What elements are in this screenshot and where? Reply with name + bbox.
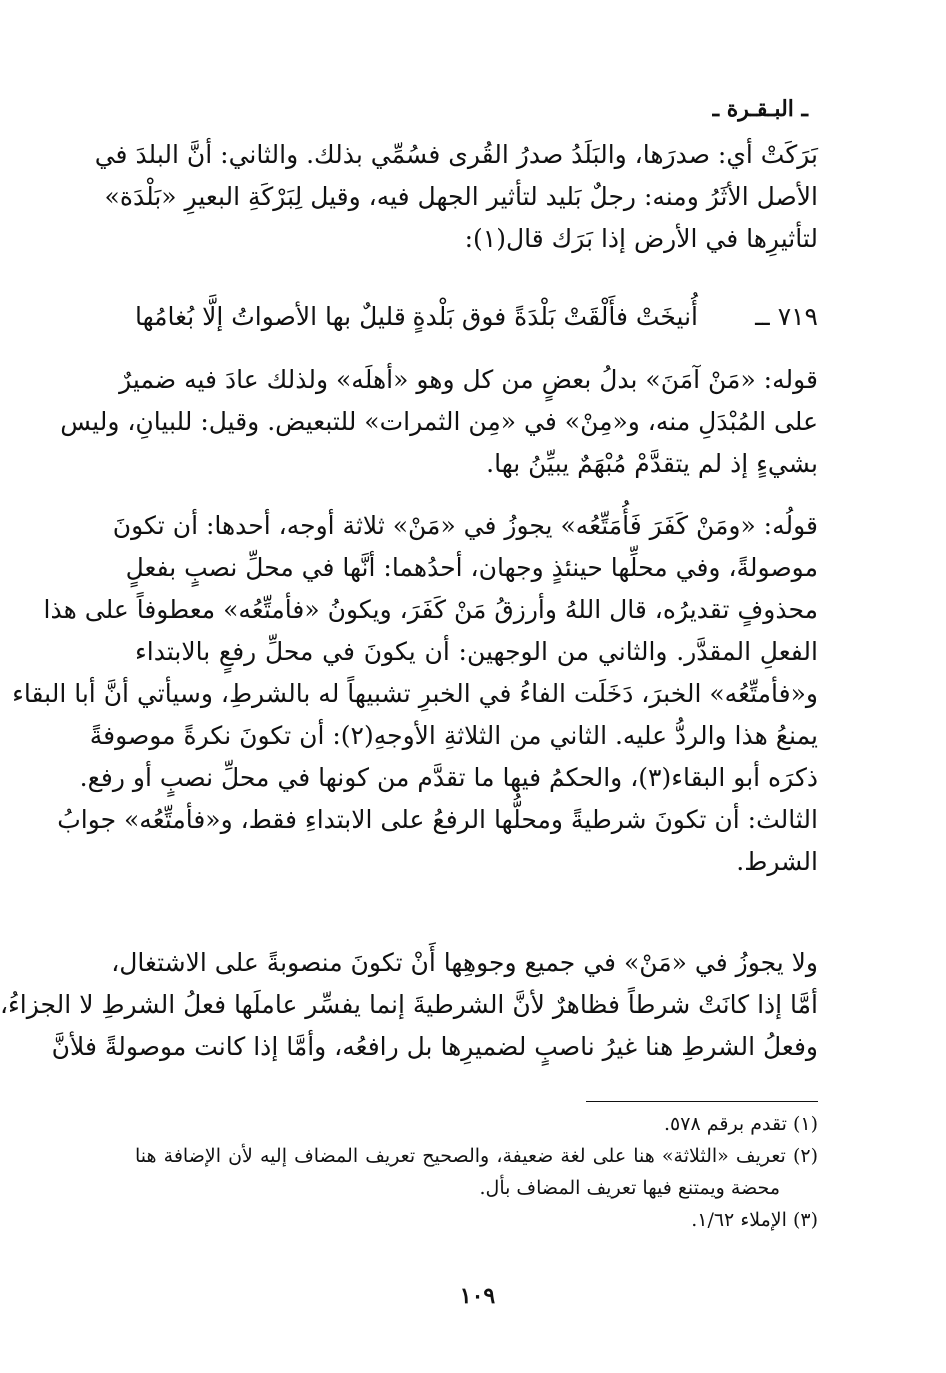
text-line: لتأثيرِها في الأرض إذا بَرَك قال(١): — [464, 224, 818, 253]
running-header: ـ البـقـرة ـ — [712, 96, 808, 122]
poetry-verse — [135, 296, 818, 338]
footnote-marker: (٢) — [792, 1145, 818, 1167]
text-line: محذوفٍ تقديرُه، قال اللهُ وأرزقُ مَنْ كَفَرَ، ويكونُ «فأمتِّعُه» معطوفاً على هذا — [43, 595, 818, 624]
text-line: قوله: «مَنْ آمَنَ» بدلُ بعضٍ من كل وهو «أهلَه» ولذلك عادَ فيه ضميرٌ — [119, 365, 818, 394]
footnote-continuation: محضة ويمتنع فيها تعريف المضاف بأل. — [479, 1177, 780, 1199]
footnote-1 — [135, 1108, 818, 1140]
footnote-text: تعريف «الثلاثة» هنا على لغة ضعيفة، والصحيح تعريف المضاف إليه لأن الإضافة هنا — [135, 1145, 786, 1167]
paragraph-3 — [12, 505, 818, 883]
footnote-divider — [586, 1101, 818, 1102]
text-line: ولا يجوزُ في «مَنْ» في جميع وجوهِها أَنْ تكونَ منصوبةً على الاشتغال، — [111, 948, 818, 977]
paragraph-2 — [60, 359, 818, 485]
text-line: وفعلُ الشرطِ هنا غيرُ ناصبٍ لضميرِها بل رافعُه، وأمَّا إذا كانت موصولةً فلأنَّ — [51, 1032, 818, 1061]
footnote-marker: (١) — [792, 1113, 818, 1135]
paragraph-4 — [0, 942, 818, 1068]
text-line: قولُه: «ومَنْ كَفَرَ فَأُمَتِّعُه» يجوزُ في «مَنْ» ثلاثة أوجه، أحدها: أن تكونَ — [112, 511, 818, 540]
text-line: على المُبْدَلِ منه، و«مِنْ» في «مِن الثمرات» للتبعيض. وقيل: للبيانِ، وليس — [60, 407, 818, 436]
paragraph-1 — [94, 134, 818, 260]
text-line: يمنعُ هذا والردُّ عليه. الثاني من الثلاثةِ الأوجهِ(٢): أن تكونَ نكرةً موصوفةً — [89, 721, 818, 750]
text-line: الشرط. — [736, 847, 818, 876]
text-line: الفعلِ المقدَّر. والثاني من الوجهين: أن يكونَ في محلِّ رفعٍ بالابتداء — [135, 637, 818, 666]
footnotes — [135, 1108, 818, 1236]
text-line: موصولةً، وفي محلِّها حينئذٍ وجهان، أحدُهما: أنَّها في محلِّ نصبٍ بفعلٍ — [125, 553, 818, 582]
text-line: ذكرَه أبو البقاء(٣)، والحكمُ فيها ما تقدَّم من كونها في محلِّ نصبٍ أو رفع. — [79, 763, 818, 792]
verse-hemistich-first: أُنيخَتْ فأَلْقَتْ بَلْدَةً فوق بَلْدةٍ — [412, 302, 698, 331]
text-line: بشيءٍ إذ لم يتقدَّمْ مُبْهَمٌ يبيِّنُ بها. — [486, 449, 818, 478]
text-line: الثالث: أن تكونَ شرطيةً ومحلُّها الرفعُ على الابتداءِ فقط، و«فأمتِّعُه» جوابُ — [57, 805, 818, 834]
footnote-3 — [135, 1204, 818, 1236]
footnote-first-line — [135, 1140, 818, 1172]
footnote-2 — [135, 1140, 818, 1204]
text-line: أمَّا إذا كانَتْ شرطاً فظاهرٌ لأنَّ الشرطيةَ إنما يفسِّر عاملَها فعلُ الشرطِ لا الجزاءُ، — [0, 990, 818, 1019]
footnote-text: تقدم برقم ٥٧٨. — [664, 1113, 787, 1135]
footnote-text: الإملاء ١/٦٢. — [691, 1209, 787, 1231]
verse-hemistich-second: قليلٌ بها الأصواتُ إلَّا بُغامُها — [135, 302, 406, 331]
footnote-marker: (٣) — [792, 1209, 818, 1231]
text-line: و«فأمتِّعُه» الخبرَ، دَخَلَت الفاءُ في الخبرِ تشبيهاً له بالشرطِ، وسيأتي أنَّ أبا البقاء — [12, 679, 818, 708]
page-number: ١٠٩ — [459, 1283, 496, 1309]
text-line: بَرَكَتْ أي: صدرَها، والبَلَدُ صدرُ القُرى فسُمِّي بذلك. والثاني: أنَّ البلدَ في — [94, 140, 818, 169]
text-line: الأصل الأثَرُ ومنه: رجلٌ بَليد لتأثير الجهل فيه، وقيل لِبَرْكَةِ البعيرِ «بَلْدَة» — [104, 182, 818, 211]
verse-number: ٧١٩ ــ — [755, 302, 818, 331]
